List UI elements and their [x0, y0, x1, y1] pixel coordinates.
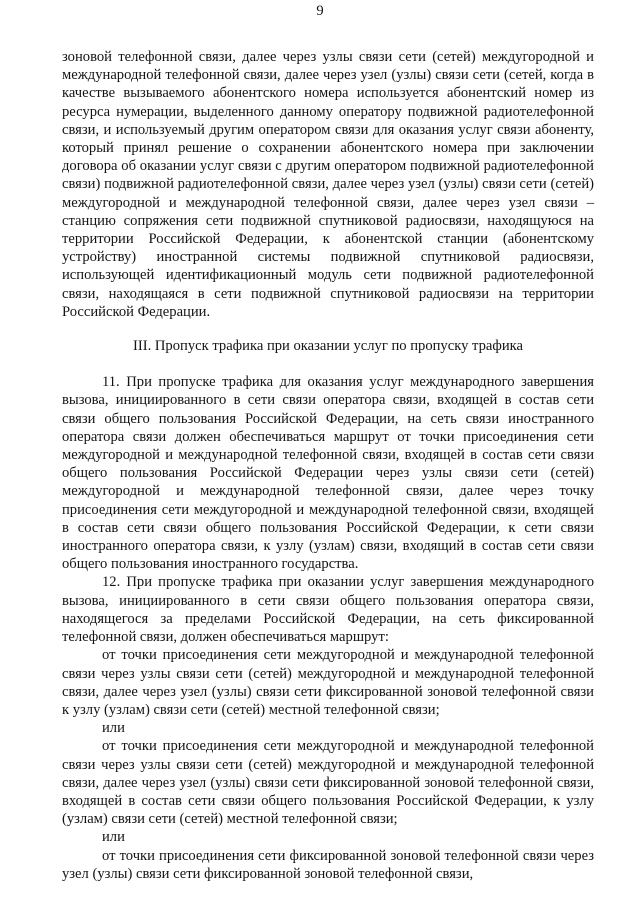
document-body: [62, 48, 594, 883]
section-heading: III. Пропуск трафика при оказании услуг по пропуску трафика: [133, 338, 523, 355]
or-separator: или: [102, 829, 125, 846]
paragraph-continuation: зоновой телефонной связи, далее через узлы связи сети (сетей) междугородной и международной телефонной связи, далее через узел (узлы) связи сети (сетей, когда в качестве вызываемого абонентского номера используется абонентский номер из ресурса нумерации, выделенного данному оператору подвижной радиотелефонной связи, и используемый другим оператором связи для оказания услуг связи абоненту, который принял решение о сохранении абонентского номера при заключении договора об оказании услуг связи с другим оператором подвижной радиотелефонной связи) подвижной радиотелефонной связи, далее через узел (узлы) связи сети (сетей) междугородной и международной телефонной связи, далее через узел связи – станцию сопряжения сети подвижной спутниковой радиосвязи, находящуюся на территории Российской Федерации, к абонентской станции (абонентскому устройству) иностранной системы подвижной спутниковой радиосвязи, использующей идентификационный модуль сети подвижной радиотелефонной связи, находящаяся в сети подвижной спутниковой радиосвязи на территории Российской Федерации.: [62, 49, 594, 320]
page-number: 9: [316, 3, 324, 19]
paragraph-11: 11. При пропуске трафика для оказания услуг международного завершения вызова, инициированного в сети связи оператора связи, входящей в состав сети связи общего пользования Российской Федерации, на сеть связи иностранного оператора связи должен обеспечиваться маршрут от точки присоединения сети междугородной и международной телефонной связи, входящей в состав сети связи общего пользования Российской Федерации через узлы связи сети (сетей) междугородной и международной телефонной связи, далее через точку присоединения сети междугородной и международной телефонной связи, входящей в состав сети связи общего пользования Российской Федерации, к сети связи иностранного оператора связи, к узлу (узлам) связи, входящий в состав сети связи общего пользования иностранного государства.: [62, 374, 594, 573]
paragraph-12-route-c: от точки присоединения сети фиксированной зоновой телефонной связи через узел (узлы) связи сети фиксированной зоновой телефонной связи,: [62, 847, 594, 882]
paragraph-12: 12. При пропуске трафика при оказании услуг завершения международного вызова, инициированного в сети связи общего пользования оператора связи, находящегося за пределами Российской Федерации, на сеть фиксированной телефонной связи, должен обеспечиваться маршрут:: [62, 574, 594, 646]
paragraph-12-route-a: от точки присоединения сети междугородной и международной телефонной связи через узлы связи сети (сетей) междугородной и международной телефонной связи, далее через узел (узлы) связи сети фиксированной зоновой телефонной связи к узлу (узлам) связи сети (сетей) местной телефонной связи;: [62, 647, 594, 718]
paragraph-12-route-b: от точки присоединения сети междугородной и международной телефонной связи через узлы связи сети (сетей) междугородной и международной телефонной связи, далее через узел (узлы) связи сети фиксированной зоновой телефонной связи, входящей в состав сети связи общего пользования Российской Федерации, к узлу (узлам) связи сети (сетей) местной телефонной связи;: [62, 738, 594, 828]
or-separator: или: [102, 720, 125, 737]
